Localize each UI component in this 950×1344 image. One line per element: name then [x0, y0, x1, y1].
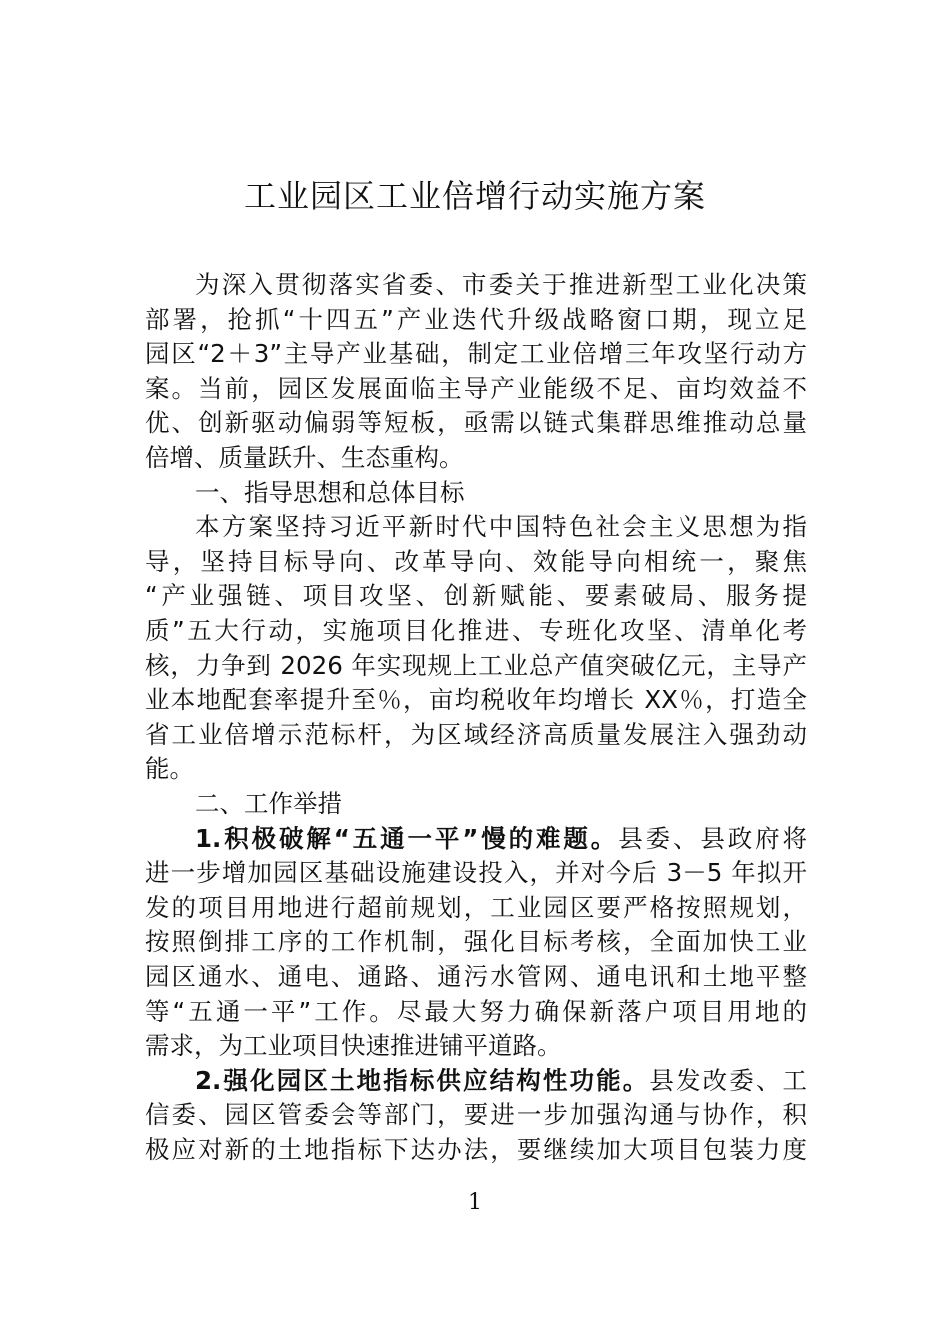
text-segment: 二、工作举措	[195, 789, 342, 818]
text-line	[145, 579, 807, 613]
text-segment: 优、创新驱动偏弱等短板，亟需以链式集群思维推动总量	[145, 408, 807, 438]
text-segment: 县发改委、工	[649, 1065, 808, 1095]
text-segment: 一、指导思想和总体目标	[195, 477, 465, 507]
text-segment: 能。	[145, 754, 194, 784]
text-segment: 园区“2＋3”主导产业基础，制定工业倍增三年攻坚行动方	[145, 339, 807, 369]
text-line	[145, 406, 807, 440]
text-segment: 极应对新的土地指标下达办法，要继续加大项目包装力度	[145, 1135, 807, 1164]
text-segment: 为深入贯彻落实省委、市委关于推进新型工业化决策	[195, 270, 807, 299]
text-segment: 园区通水、通电、通路、通污水管网、通电讯和土地平整	[145, 962, 807, 991]
text-line	[145, 925, 807, 959]
text-line	[145, 822, 807, 856]
text-line	[145, 787, 807, 821]
text-segment: “产业强链、项目攻坚、创新赋能、要素破局、服务提	[145, 581, 807, 611]
text-segment: 倍增、质量跃升、生态重构。	[145, 443, 464, 472]
text-line	[145, 891, 807, 925]
text-line	[145, 960, 807, 994]
text-segment: 导，坚持目标导向、改革导向、效能导向相统一，聚焦	[145, 546, 807, 576]
text-segment: 按照倒排工序的工作机制，强化目标考核，全面加快工业	[145, 927, 807, 957]
text-line	[145, 683, 807, 717]
text-line	[145, 268, 807, 302]
text-segment: 案。当前，园区发展面临主导产业能级不足、亩均效益不	[145, 373, 807, 403]
text-segment: 省工业倍增示范标杆，为区域经济高质量发展注入强劲动	[145, 719, 807, 749]
text-segment: 信委、园区管委会等部门，要进一步加强沟通与协作，积	[145, 1100, 807, 1130]
text-line	[145, 856, 807, 890]
text-line	[145, 476, 807, 510]
text-line	[145, 614, 807, 648]
text-segment: 需求，为工业项目快速推进铺平道路。	[145, 1031, 562, 1061]
text-line	[145, 1064, 807, 1098]
text-line	[145, 545, 807, 579]
text-segment: 业本地配套率提升至％，亩均税收年均增长 XX％，打造全	[145, 685, 807, 715]
text-line	[145, 337, 807, 371]
page-title: 工业园区工业倍增行动实施方案	[243, 177, 706, 215]
text-line	[145, 303, 807, 337]
text-line	[145, 1029, 807, 1063]
section-heading-bold: 2.强化园区土地指标供应结构性功能。	[195, 1065, 650, 1095]
text-segment: 县委、县政府将	[618, 823, 808, 853]
text-line	[145, 1098, 807, 1132]
text-segment: 等“五通一平”工作。尽最大努力确保新落户项目用地的	[145, 996, 807, 1026]
text-segment: 质”五大行动，实施项目化推进、专班化攻坚、清单化考	[145, 616, 807, 645]
text-line	[145, 510, 807, 544]
text-segment: 部署，抢抓“十四五”产业迭代升级战略窗口期，现立足	[145, 304, 807, 334]
text-segment: 核，力争到 2026 年实现规上工业总产值突破亿元，主导产	[145, 650, 807, 680]
text-line	[145, 995, 807, 1029]
text-line	[145, 1133, 807, 1167]
text-line	[145, 441, 807, 475]
text-segment: 本方案坚持习近平新时代中国特色社会主义思想为指	[195, 512, 807, 542]
text-line	[145, 649, 807, 683]
text-segment: 发的项目用地进行超前规划，工业园区要严格按照规划，	[145, 892, 807, 922]
page-number: 1	[468, 1190, 482, 1215]
section-heading-bold: 1.积极破解“五通一平”慢的难题。	[195, 823, 619, 853]
text-line	[145, 752, 807, 786]
text-line	[145, 718, 807, 752]
text-segment: 进一步增加园区基础设施建设投入，并对今后 3－5 年拟开	[145, 858, 807, 888]
text-line	[145, 372, 807, 406]
